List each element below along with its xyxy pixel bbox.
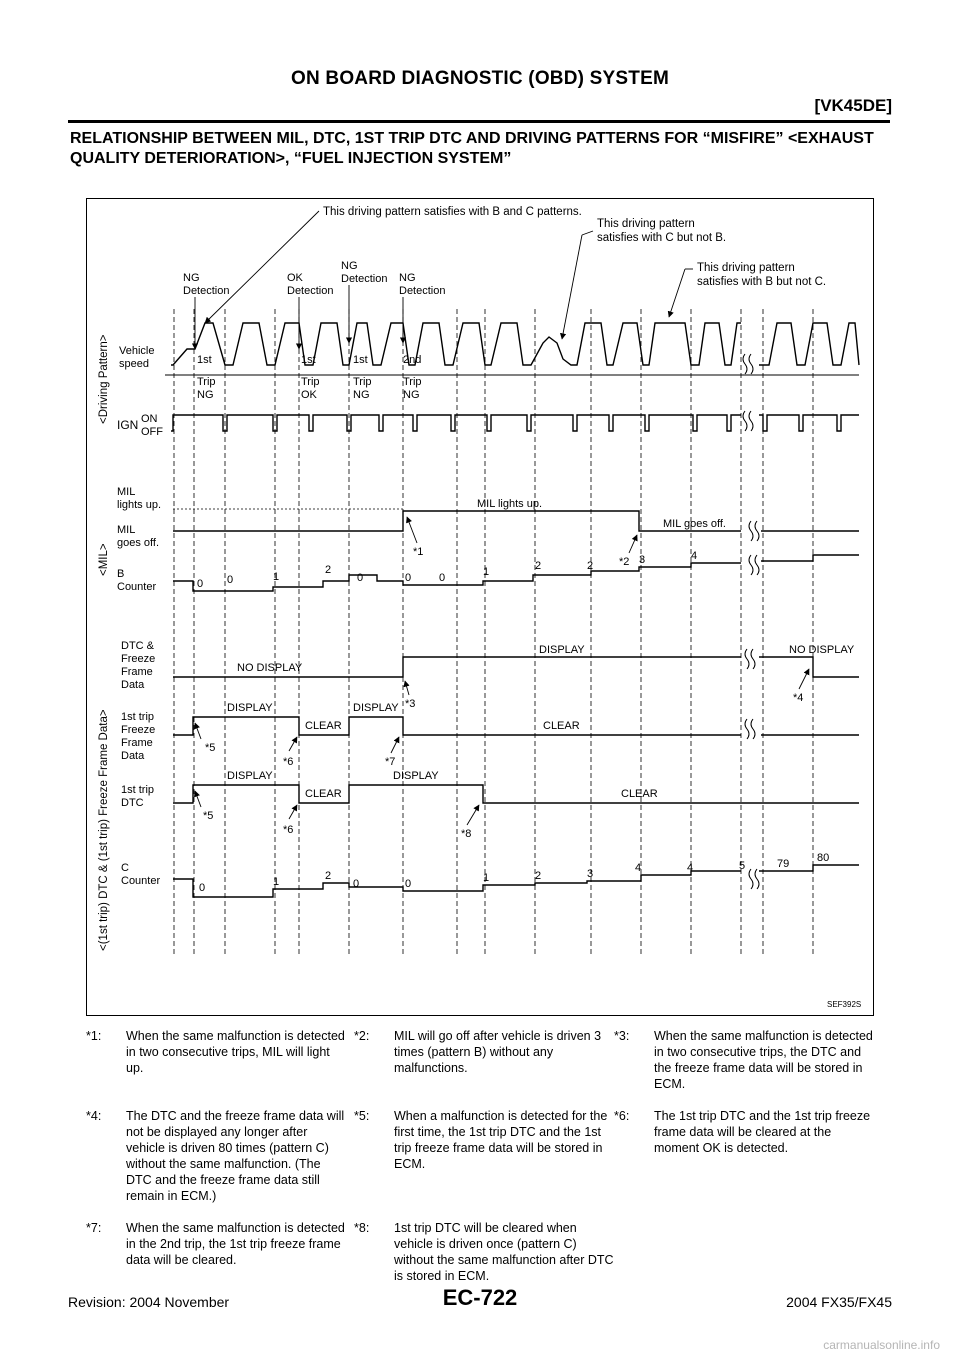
note-text: When a malfunction is detected for the first time, the 1st trip DTC and the 1st trip freeze frame data will be stored in ECM. xyxy=(394,1109,608,1171)
row-label-c-2: Counter xyxy=(121,875,161,887)
row-label-dtc-4: Data xyxy=(121,679,145,691)
footer-revision: Revision: 2004 November xyxy=(68,1294,230,1310)
row-label-mil-2: lights up. xyxy=(117,499,162,511)
b-count-9: 2 xyxy=(587,560,594,572)
group-label-driving-pattern: <Driving Pattern> xyxy=(98,334,110,424)
note-key: *4: xyxy=(86,1109,102,1123)
row-label-mil-3: MIL xyxy=(117,524,136,536)
detection-label-ng-3b: Detection xyxy=(399,285,446,297)
detection-label-ng-2: NG xyxy=(341,260,358,272)
ffd-display-label-2: DISPLAY xyxy=(353,702,399,714)
c-count-11: 79 xyxy=(777,858,790,870)
note-key: *3: xyxy=(614,1029,630,1043)
row-label-ign: IGN xyxy=(117,418,139,432)
marker-2-arrow xyxy=(629,535,637,553)
c-count-8: 4 xyxy=(635,862,642,874)
trip-label-4-3: NG xyxy=(403,389,420,401)
header-rule xyxy=(68,120,890,123)
b-count-4: 0 xyxy=(357,572,364,584)
row-label-ffd-1: 1st trip xyxy=(121,711,155,723)
marker-6a: *6 xyxy=(283,756,294,768)
marker-7: *7 xyxy=(385,756,396,768)
note-key: *6: xyxy=(614,1109,630,1123)
marker-8: *8 xyxy=(461,828,472,840)
marker-1-arrow xyxy=(407,517,417,543)
marker-3-arrow xyxy=(405,681,409,695)
row-label-vehicle: Vehicle xyxy=(119,345,155,357)
ign-trace-end xyxy=(759,415,859,431)
figure-code: SEF392S xyxy=(827,1000,862,1009)
no-display-label-1: NO DISPLAY xyxy=(237,662,303,674)
dtc-1st-trace xyxy=(173,785,859,803)
b-count-8: 2 xyxy=(535,560,542,572)
b-count-10: 3 xyxy=(639,554,646,566)
marker-6b-arrow xyxy=(289,805,297,819)
row-label-dtc-3: Frame xyxy=(121,666,153,678)
vehicle-speed-trace xyxy=(171,323,741,365)
section-title: RELATIONSHIP BETWEEN MIL, DTC, 1ST TRIP DTC AND DRIVING PATTERNS FOR “MISFIRE” <EXHAUST QUALITY DETERIORATION>, “FUEL INJECTION SYSTEM” xyxy=(70,130,874,167)
b-count-0: 0 xyxy=(197,578,204,590)
row-label-ffd-4: Data xyxy=(121,750,145,762)
time-gridlines xyxy=(174,309,813,957)
marker-5b: *5 xyxy=(203,810,214,822)
timing-diagram xyxy=(86,198,874,1016)
row-label-mil-4: goes off. xyxy=(117,537,159,549)
marker-5b-arrow xyxy=(195,791,201,807)
callout-b-not-c-2: satisfies with B but not C. xyxy=(697,276,827,288)
b-count-1: 0 xyxy=(227,574,234,586)
trip-label-4-2: Trip xyxy=(403,376,422,388)
row-label-dtc-2: Freeze xyxy=(121,653,156,665)
c-counter-values xyxy=(199,852,829,894)
row-label-mil-1: MIL xyxy=(117,486,136,498)
row-label-ffd-2: Freeze xyxy=(121,724,156,736)
b-count-5: 0 xyxy=(405,572,412,584)
trip-label-2-2: Trip xyxy=(301,376,320,388)
trip-label-3-1: 1st xyxy=(353,354,368,366)
c-counter-trace-end xyxy=(759,865,859,871)
callout-c-not-b-2: satisfies with C but not B. xyxy=(597,232,727,244)
c-count-4: 0 xyxy=(405,878,412,890)
b-count-6: 0 xyxy=(439,572,446,584)
callout-c-not-b-1: This driving pattern xyxy=(597,218,695,230)
note-text: MIL will go off after vehicle is driven 3 times (pattern B) without any malfunctions. xyxy=(394,1029,602,1075)
b-counter-trace-end xyxy=(761,555,859,561)
ffd-clear-label-2: CLEAR xyxy=(543,720,580,732)
trip-label-4-1: 2nd xyxy=(403,354,422,366)
break-symbols xyxy=(743,354,759,889)
trip-label-3-2: Trip xyxy=(353,376,372,388)
trip-label-1-3: NG xyxy=(197,389,214,401)
c-count-5: 1 xyxy=(483,872,490,884)
c-count-0: 0 xyxy=(199,882,206,894)
marker-8-arrow xyxy=(467,805,479,825)
row-label-speed: speed xyxy=(119,358,149,370)
callout-b-not-c-1: This driving pattern xyxy=(697,262,795,274)
detection-label-ng-1: NG xyxy=(183,272,200,284)
dtc1-display-label-1: DISPLAY xyxy=(227,770,273,782)
footer-model: 2004 FX35/FX45 xyxy=(786,1294,892,1310)
dtc1-display-label-2: DISPLAY xyxy=(393,770,439,782)
c-count-12: 80 xyxy=(817,852,830,864)
c-count-3: 0 xyxy=(353,878,360,890)
trip-label-3-3: NG xyxy=(353,389,370,401)
ign-trace xyxy=(171,415,741,431)
ffd-clear-label-1: CLEAR xyxy=(305,720,342,732)
row-label-d1-1: 1st trip xyxy=(121,784,155,796)
footer-page-number: EC-722 xyxy=(442,1285,518,1310)
row-label-b-2: Counter xyxy=(117,581,157,593)
row-label-d1-2: DTC xyxy=(121,797,144,809)
group-label-mil: <MIL> xyxy=(98,543,110,576)
marker-5a-arrow xyxy=(195,723,201,739)
b-count-3: 2 xyxy=(325,564,332,576)
dtc1-clear-label-1: CLEAR xyxy=(305,788,342,800)
trip-label-2-1: 1st xyxy=(301,354,316,366)
note-text: When the same malfunction is detected in the 2nd trip, the 1st trip freeze frame data will be cleared. xyxy=(126,1221,345,1267)
display-label-1: DISPLAY xyxy=(539,644,585,656)
note-text: When the same malfunction is detected in two consecutive trips, MIL will light up. xyxy=(126,1029,345,1075)
note-text: The 1st trip DTC and the 1st trip freeze frame data will be cleared at the moment OK is detected. xyxy=(654,1109,871,1155)
c-count-10: 5 xyxy=(739,860,746,872)
b-count-2: 1 xyxy=(273,571,280,583)
callout-bc: This driving pattern satisfies with B and C patterns. xyxy=(323,206,582,218)
marker-2: *2 xyxy=(619,556,630,568)
marker-3: *3 xyxy=(405,698,416,710)
trip-label-1-1: 1st xyxy=(197,354,212,366)
c-count-2: 2 xyxy=(325,870,332,882)
c-count-9: 4 xyxy=(687,862,694,874)
c-count-6: 2 xyxy=(535,870,542,882)
no-display-label-2: NO DISPLAY xyxy=(789,644,855,656)
note-text: 1st trip DTC will be cleared when vehicle is driven once (pattern C) without the same malfunction after DTC is stored in ECM. xyxy=(394,1221,614,1283)
b-count-11: 4 xyxy=(691,550,698,562)
row-label-dtc-1: DTC & xyxy=(121,640,154,652)
row-label-b-1: B xyxy=(117,568,125,580)
c-count-7: 3 xyxy=(587,868,594,880)
marker-5a: *5 xyxy=(205,742,216,754)
marker-1: *1 xyxy=(413,546,424,558)
marker-7-arrow xyxy=(391,737,399,753)
dtc-ffd-trace-end xyxy=(759,657,859,677)
ffd-display-label-1: DISPLAY xyxy=(227,702,273,714)
trip-label-2-3: OK xyxy=(301,389,317,401)
dtc1-clear-label-2: CLEAR xyxy=(621,788,658,800)
note-text: The DTC and the freeze frame data will not be displayed any longer after vehicle is driven 80 times (pattern C) without the same malfunction. (The DTC and the freeze frame data still remain in ECM.) xyxy=(126,1109,345,1203)
row-label-on: ON xyxy=(141,413,158,425)
detection-label-ng-3: NG xyxy=(399,272,416,284)
group-label-dtc: <(1st trip) DTC & (1st trip) Freeze Frame Data> xyxy=(98,709,110,951)
engine-model: [VK45DE] xyxy=(814,96,892,115)
note-text: When the same malfunction is detected in two consecutive trips, the DTC and the freeze frame data will be stored in ECM. xyxy=(654,1029,873,1091)
note-key: *8: xyxy=(354,1221,370,1235)
note-key: *2: xyxy=(354,1029,370,1043)
marker-4: *4 xyxy=(793,692,804,704)
page-title: ON BOARD DIAGNOSTIC (OBD) SYSTEM xyxy=(291,68,669,89)
row-label-c-1: C xyxy=(121,862,129,874)
detection-label-okb: Detection xyxy=(287,285,334,297)
note-key: *1: xyxy=(86,1029,102,1043)
row-label-off: OFF xyxy=(141,426,163,438)
watermark: carmanualsonline.info xyxy=(823,1338,940,1352)
marker-4-arrow xyxy=(799,669,809,689)
mil-goes-off-label: MIL goes off. xyxy=(663,518,726,530)
marker-6a-arrow xyxy=(289,737,297,751)
c-count-1: 1 xyxy=(273,876,280,888)
mil-lights-up-label: MIL lights up. xyxy=(477,498,543,510)
detection-label-ok: OK xyxy=(287,272,303,284)
note-key: *5: xyxy=(354,1109,370,1123)
detection-label-ng-2b: Detection xyxy=(341,273,388,285)
detection-label-ng-1b: Detection xyxy=(183,285,230,297)
trip-label-1-2: Trip xyxy=(197,376,216,388)
marker-6b: *6 xyxy=(283,824,294,836)
timing-diagram-svg xyxy=(87,199,875,1017)
b-count-7: 1 xyxy=(483,566,490,578)
row-label-ffd-3: Frame xyxy=(121,737,153,749)
vehicle-speed-trace-end xyxy=(759,323,859,365)
note-key: *7: xyxy=(86,1221,102,1235)
